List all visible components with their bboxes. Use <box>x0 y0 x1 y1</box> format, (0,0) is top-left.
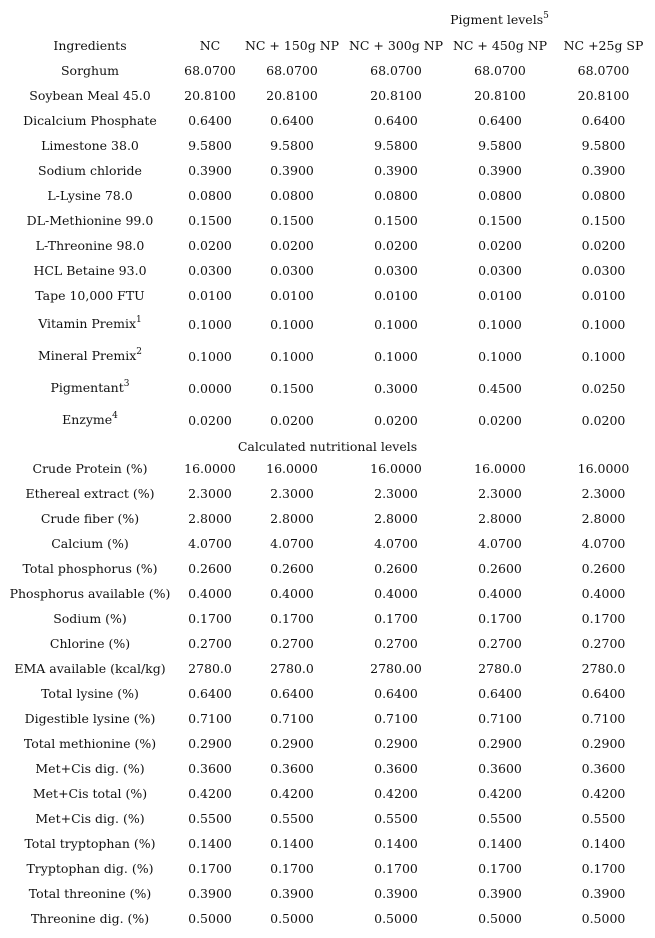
value-cell: 0.0100 <box>270 288 314 303</box>
row-label: Met+Cis dig. (%) <box>35 761 145 776</box>
value-cell: 0.6400 <box>581 113 626 128</box>
value-cell: 0.1700 <box>478 861 522 876</box>
value-cell: 0.0200 <box>270 238 314 253</box>
value-cell: 0.0100 <box>188 288 232 303</box>
value-cell: 4.0700 <box>478 536 522 551</box>
value-cell: 0.3000 <box>374 380 418 396</box>
value-cell: 9.5800 <box>374 138 418 153</box>
value-cell: 0.7100 <box>581 711 626 726</box>
value-cell: 0.5500 <box>478 811 522 826</box>
column-header: Ingredients <box>53 37 127 53</box>
value-cell: 68.0700 <box>577 63 630 78</box>
row-label: Ethereal extract (%) <box>25 486 155 501</box>
value-cell: 0.2600 <box>478 561 522 576</box>
row-label: Sodium (%) <box>53 611 127 626</box>
value-cell: 0.4000 <box>374 586 418 601</box>
value-cell: 0.1700 <box>581 861 626 876</box>
row-label: Soybean Meal 45.0 <box>29 88 151 103</box>
value-cell: 0.0250 <box>581 380 626 396</box>
value-cell: 2.3000 <box>270 486 314 501</box>
column-header: NC +25g SP <box>563 37 644 53</box>
value-cell: 0.6400 <box>188 113 232 128</box>
value-cell: 0.3600 <box>270 761 314 776</box>
value-cell: 0.2600 <box>581 561 626 576</box>
row-label-cell <box>0 372 180 404</box>
row-label: EMA available (kcal/kg) <box>14 661 166 676</box>
row-label-cell <box>0 906 180 931</box>
row-label-cell <box>0 108 180 133</box>
footnote-marker: 1 <box>136 315 142 326</box>
value-cell: 0.2700 <box>188 636 232 651</box>
row-label-cell <box>0 404 180 436</box>
row-label-cell <box>0 158 180 183</box>
value-cell: 0.0800 <box>478 188 522 203</box>
row-label-cell <box>0 183 180 208</box>
nutrition-section <box>0 456 655 931</box>
row-label-cell <box>0 133 180 158</box>
footnote-marker: 3 <box>123 379 130 390</box>
value-cell: 0.5000 <box>581 911 626 926</box>
value-cell: 0.1000 <box>581 348 626 364</box>
value-cell: 0.0100 <box>581 288 626 303</box>
section-title-row <box>0 436 655 456</box>
value-cell: 0.2900 <box>478 736 522 751</box>
value-cell: 0.4200 <box>188 786 232 801</box>
value-cell: 0.6400 <box>374 686 418 701</box>
row-label-cell <box>0 731 180 756</box>
value-cell: 0.2700 <box>270 636 314 651</box>
value-cell: 16.0000 <box>474 461 526 476</box>
row-label: Limestone 38.0 <box>41 138 139 153</box>
table-row <box>0 656 655 681</box>
value-cell: 0.1000 <box>188 348 232 364</box>
value-cell: 0.0300 <box>581 263 626 278</box>
row-label-cell <box>0 308 180 340</box>
value-cell: 9.5800 <box>581 138 626 153</box>
column-header: NC <box>199 37 221 53</box>
value-cell: 0.6400 <box>478 113 522 128</box>
value-cell: 0.0800 <box>374 188 418 203</box>
value-cell: 68.0700 <box>184 63 236 78</box>
value-cell: 0.1000 <box>374 348 418 364</box>
table-row <box>0 208 655 233</box>
value-cell: 2780.00 <box>370 661 422 676</box>
row-label: L-Threonine 98.0 <box>35 238 145 253</box>
value-cell: 16.0000 <box>184 461 236 476</box>
value-cell: 0.1500 <box>478 213 522 228</box>
value-cell: 68.0700 <box>474 63 526 78</box>
value-cell: 20.8100 <box>184 88 236 103</box>
table-row <box>0 881 655 906</box>
value-cell: 0.3900 <box>188 886 232 901</box>
row-label-cell <box>0 506 180 531</box>
value-cell: 0.3900 <box>478 163 522 178</box>
value-cell: 0.0200 <box>374 238 418 253</box>
table-row <box>0 283 655 308</box>
row-label: Total threonine (%) <box>28 886 152 901</box>
value-cell: 0.7100 <box>270 711 314 726</box>
table-row <box>0 856 655 881</box>
value-cell: 2780.0 <box>270 661 314 676</box>
table-header <box>0 8 655 58</box>
value-cell: 16.0000 <box>266 461 318 476</box>
table-row <box>0 781 655 806</box>
row-label-cell <box>0 606 180 631</box>
value-cell: 2.8000 <box>270 511 314 526</box>
value-cell: 0.2600 <box>188 561 232 576</box>
value-cell: 0.1500 <box>270 380 314 396</box>
value-cell: 0.2700 <box>374 636 418 651</box>
table-row <box>0 308 655 340</box>
row-label-cell <box>0 831 180 856</box>
value-cell: 2.8000 <box>188 511 232 526</box>
value-cell: 20.8100 <box>266 88 318 103</box>
value-cell: 20.8100 <box>577 88 630 103</box>
row-label: Sorghum <box>60 63 120 78</box>
value-cell: 0.0200 <box>478 238 522 253</box>
value-cell: 0.3900 <box>581 886 626 901</box>
value-cell: 0.0200 <box>188 412 232 428</box>
value-cell: 0.4200 <box>581 786 626 801</box>
row-label: DL-Methionine 99.0 <box>26 213 154 228</box>
row-label: Enzyme <box>62 412 113 428</box>
value-cell: 68.0700 <box>266 63 318 78</box>
value-cell: 0.1700 <box>478 611 522 626</box>
row-label-cell <box>0 556 180 581</box>
nutrition-section-heading <box>0 436 655 456</box>
value-cell: 0.1400 <box>581 836 626 851</box>
table-row <box>0 83 655 108</box>
value-cell: 0.3600 <box>188 761 232 776</box>
value-cell: 0.1000 <box>478 316 522 332</box>
value-cell: 0.5500 <box>374 811 418 826</box>
table-row <box>0 731 655 756</box>
value-cell: 0.0200 <box>478 412 522 428</box>
value-cell: 20.8100 <box>370 88 422 103</box>
row-label-cell <box>0 881 180 906</box>
value-cell: 0.2600 <box>374 561 418 576</box>
value-cell: 0.0000 <box>188 380 232 396</box>
value-cell: 0.3600 <box>478 761 522 776</box>
value-cell: 0.3900 <box>374 163 418 178</box>
table-row <box>0 806 655 831</box>
value-cell: 0.5500 <box>188 811 232 826</box>
value-cell: 4.0700 <box>581 536 626 551</box>
value-cell: 0.6400 <box>270 113 314 128</box>
value-cell: 4.0700 <box>188 536 232 551</box>
value-cell: 0.6400 <box>374 113 418 128</box>
value-cell: 0.1000 <box>478 348 522 364</box>
row-label: HCL Betaine 93.0 <box>33 263 147 278</box>
value-cell: 0.3900 <box>270 886 314 901</box>
value-cell: 0.1700 <box>270 861 314 876</box>
row-label: Crude Protein (%) <box>32 461 148 476</box>
value-cell: 0.5000 <box>374 911 418 926</box>
row-label-cell <box>0 631 180 656</box>
value-cell: 0.3900 <box>270 163 314 178</box>
value-cell: 0.1500 <box>581 213 626 228</box>
value-cell: 68.0700 <box>370 63 422 78</box>
value-cell: 0.1700 <box>188 611 232 626</box>
value-cell: 16.0000 <box>577 461 630 476</box>
value-cell: 0.3900 <box>478 886 522 901</box>
table-row <box>0 556 655 581</box>
row-label: Mineral Premix <box>37 348 137 364</box>
table-row <box>0 183 655 208</box>
row-label-cell <box>0 856 180 881</box>
row-label: Total methionine (%) <box>23 736 157 751</box>
value-cell: 0.3600 <box>374 761 418 776</box>
value-cell: 0.0200 <box>188 238 232 253</box>
table-row <box>0 158 655 183</box>
table-row <box>0 133 655 158</box>
table-row <box>0 258 655 283</box>
footnote-marker: 2 <box>136 347 143 358</box>
table-row <box>0 456 655 481</box>
value-cell: 0.0100 <box>374 288 418 303</box>
value-cell: 0.3600 <box>581 761 626 776</box>
value-cell: 0.0200 <box>581 412 626 428</box>
row-label-cell <box>0 481 180 506</box>
value-cell: 0.4000 <box>581 586 626 601</box>
value-cell: 0.5000 <box>478 911 522 926</box>
value-cell: 0.6400 <box>270 686 314 701</box>
row-label-cell <box>0 706 180 731</box>
pigment-levels-label: Pigment levels <box>450 12 544 28</box>
value-cell: 0.4200 <box>374 786 418 801</box>
value-cell: 0.6400 <box>478 686 522 701</box>
row-label: Digestible lysine (%) <box>24 711 156 726</box>
value-cell: 0.1500 <box>270 213 314 228</box>
row-label-cell <box>0 581 180 606</box>
column-header: NC + 300g NP <box>348 37 444 53</box>
row-label-cell <box>0 340 180 372</box>
value-cell: 0.4200 <box>478 786 522 801</box>
value-cell: 0.0200 <box>270 412 314 428</box>
value-cell: 0.3900 <box>188 163 232 178</box>
table-row <box>0 831 655 856</box>
table-row <box>0 506 655 531</box>
value-cell: 2.8000 <box>478 511 522 526</box>
value-cell: 0.1000 <box>270 348 314 364</box>
value-cell: 0.4500 <box>478 380 522 396</box>
row-label: Threonine dig. (%) <box>30 911 150 926</box>
row-label-cell <box>0 258 180 283</box>
value-cell: 2.8000 <box>581 511 626 526</box>
row-label-cell <box>0 656 180 681</box>
row-label-cell <box>0 531 180 556</box>
value-cell: 0.4000 <box>270 586 314 601</box>
row-label-cell <box>0 233 180 258</box>
value-cell: 2.8000 <box>374 511 418 526</box>
value-cell: 0.5000 <box>270 911 314 926</box>
row-label-cell <box>0 58 180 83</box>
footnote-marker: 4 <box>112 411 118 422</box>
value-cell: 0.6400 <box>188 686 232 701</box>
row-label-cell <box>0 681 180 706</box>
ingredients-section <box>0 58 655 436</box>
table-row <box>0 531 655 556</box>
value-cell: 0.2700 <box>478 636 522 651</box>
row-label: Chlorine (%) <box>49 636 131 651</box>
row-label-cell <box>0 756 180 781</box>
value-cell: 0.2900 <box>374 736 418 751</box>
value-cell: 0.1700 <box>188 861 232 876</box>
column-header-row <box>0 32 655 58</box>
pigment-levels-footnote: 5 <box>543 11 549 22</box>
value-cell: 0.7100 <box>374 711 418 726</box>
table-row <box>0 756 655 781</box>
table-row <box>0 706 655 731</box>
value-cell: 0.6400 <box>581 686 626 701</box>
value-cell: 0.7100 <box>188 711 232 726</box>
value-cell: 9.5800 <box>188 138 232 153</box>
table-row <box>0 58 655 83</box>
value-cell: 0.0200 <box>374 412 418 428</box>
value-cell: 0.0800 <box>188 188 232 203</box>
value-cell: 0.1400 <box>374 836 418 851</box>
value-cell: 0.1700 <box>374 861 418 876</box>
row-label: Calcium (%) <box>51 536 129 551</box>
value-cell: 0.7100 <box>478 711 522 726</box>
value-cell: 9.5800 <box>270 138 314 153</box>
value-cell: 16.0000 <box>370 461 422 476</box>
value-cell: 2780.0 <box>478 661 522 676</box>
value-cell: 0.1700 <box>374 611 418 626</box>
value-cell: 2.3000 <box>188 486 232 501</box>
value-cell: 0.3900 <box>581 163 626 178</box>
value-cell: 0.5000 <box>188 911 232 926</box>
value-cell: 0.1000 <box>270 316 314 332</box>
column-header: NC + 150g NP <box>244 37 340 53</box>
row-label-cell <box>0 283 180 308</box>
row-label: Total tryptophan (%) <box>24 836 156 851</box>
value-cell: 0.4000 <box>478 586 522 601</box>
value-cell: 0.2900 <box>188 736 232 751</box>
row-label: Met+Cis total (%) <box>32 786 148 801</box>
value-cell: 0.4000 <box>188 586 232 601</box>
value-cell: 0.0300 <box>270 263 314 278</box>
value-cell: 0.5500 <box>581 811 626 826</box>
value-cell: 0.2900 <box>270 736 314 751</box>
table-row <box>0 581 655 606</box>
row-label-cell <box>0 806 180 831</box>
value-cell: 0.2900 <box>581 736 626 751</box>
value-cell: 4.0700 <box>270 536 314 551</box>
diet-composition-table <box>0 8 655 931</box>
table-row <box>0 681 655 706</box>
row-label: Dicalcium Phosphate <box>23 113 157 128</box>
row-label: Phosphorus available (%) <box>9 586 171 601</box>
table-row <box>0 233 655 258</box>
row-label: Met+Cis dig. (%) <box>35 811 145 826</box>
row-label-cell <box>0 83 180 108</box>
column-header: NC + 450g NP <box>452 37 548 53</box>
value-cell: 0.0200 <box>581 238 626 253</box>
value-cell: 0.1400 <box>478 836 522 851</box>
value-cell: 0.1000 <box>188 316 232 332</box>
row-label-cell <box>0 208 180 233</box>
row-label: Total lysine (%) <box>41 686 139 701</box>
value-cell: 0.0800 <box>581 188 626 203</box>
row-label-cell <box>0 781 180 806</box>
value-cell: 0.1000 <box>374 316 418 332</box>
table-row <box>0 340 655 372</box>
value-cell: 0.1000 <box>581 316 626 332</box>
value-cell: 0.1500 <box>374 213 418 228</box>
table-row <box>0 606 655 631</box>
table-row <box>0 631 655 656</box>
nutrition-section-title: Calculated nutritional levels <box>237 438 418 454</box>
value-cell: 2780.0 <box>188 661 232 676</box>
value-cell: 0.2700 <box>581 636 626 651</box>
value-cell: 0.5500 <box>270 811 314 826</box>
table-row <box>0 372 655 404</box>
value-cell: 0.0300 <box>374 263 418 278</box>
value-cell: 0.4200 <box>270 786 314 801</box>
pigment-levels-header <box>344 8 655 32</box>
value-cell: 0.1700 <box>581 611 626 626</box>
value-cell: 2.3000 <box>581 486 626 501</box>
row-label: Sodium chloride <box>38 163 142 178</box>
row-label: Pigmentant <box>50 380 124 396</box>
row-label-cell <box>0 456 180 481</box>
row-label: Vitamin Premix <box>38 316 137 332</box>
row-label: Tryptophan dig. (%) <box>26 861 154 876</box>
value-cell: 4.0700 <box>374 536 418 551</box>
row-label: Total phosphorus (%) <box>22 561 158 576</box>
table-row <box>0 481 655 506</box>
value-cell: 0.0300 <box>478 263 522 278</box>
value-cell: 2780.0 <box>581 661 626 676</box>
table-row <box>0 108 655 133</box>
value-cell: 0.1500 <box>188 213 232 228</box>
value-cell: 2.3000 <box>374 486 418 501</box>
value-cell: 0.1700 <box>270 611 314 626</box>
row-label: Crude fiber (%) <box>40 511 140 526</box>
value-cell: 0.1400 <box>188 836 232 851</box>
value-cell: 0.3900 <box>374 886 418 901</box>
table-row <box>0 404 655 436</box>
value-cell: 0.0100 <box>478 288 522 303</box>
value-cell: 9.5800 <box>478 138 522 153</box>
row-label: L-Lysine 78.0 <box>47 188 133 203</box>
value-cell: 0.1400 <box>270 836 314 851</box>
value-cell: 0.0800 <box>270 188 314 203</box>
value-cell: 2.3000 <box>478 486 522 501</box>
table-row <box>0 906 655 931</box>
row-label: Tape 10,000 FTU <box>35 288 145 303</box>
value-cell: 0.2600 <box>270 561 314 576</box>
header-group-row <box>0 8 655 32</box>
value-cell: 0.0300 <box>188 263 232 278</box>
value-cell: 20.8100 <box>474 88 526 103</box>
